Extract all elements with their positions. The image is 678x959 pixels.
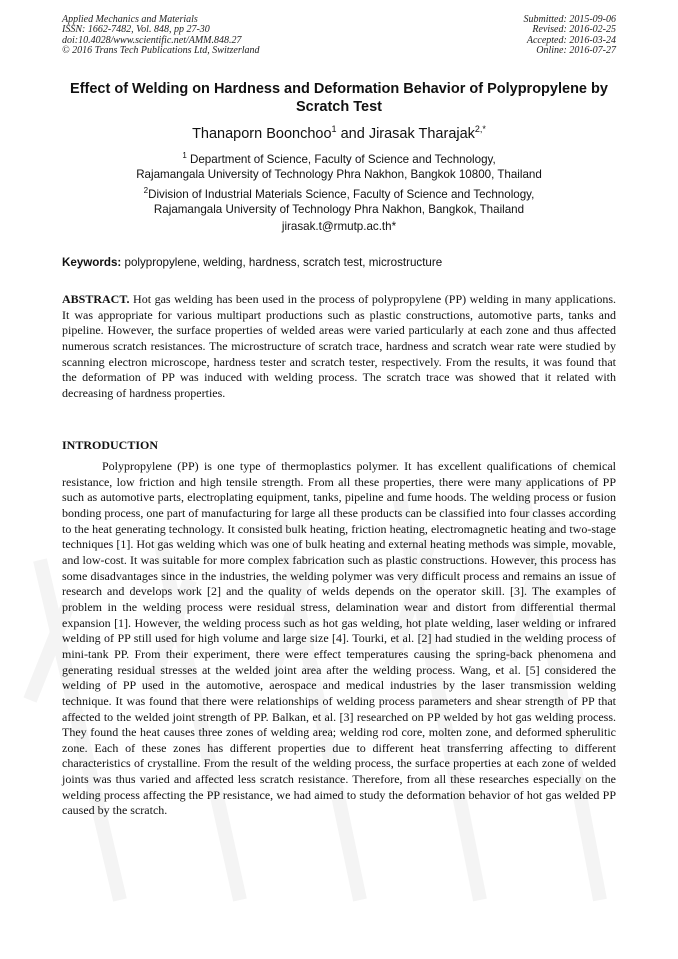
- affiliation-1-line-1: Department of Science, Faculty of Science and Technology,: [186, 152, 496, 166]
- author-2: Jirasak Tharajak: [368, 125, 475, 142]
- author-line: [62, 124, 616, 142]
- abstract-label: ABSTRACT.: [62, 292, 130, 306]
- journal-info: [62, 15, 260, 56]
- author-joiner: and: [336, 125, 369, 142]
- affiliation-2-line-2: Rajamangala University of Technology Phra Nakhon, Bangkok, Thailand: [153, 203, 525, 217]
- journal-name: Applied Mechanics and Materials: [62, 14, 198, 25]
- revised-date: Revised: 2016-02-25: [532, 24, 616, 36]
- submitted-date: Submitted: 2015-09-06: [523, 14, 616, 25]
- affiliation-2-line-1: Division of Industrial Materials Science, Faculty of Science and Technology,: [148, 187, 535, 201]
- introduction-heading: INTRODUCTION: [62, 438, 159, 452]
- introduction-body: Polypropylene (PP) is one type of thermoplastics polymer. It has excellent qualifications of chemical resistance, low friction and high tensile strength. From all these properties, there were many applications of PP such as automotive parts, electroplating equipment, tanks, pipeline and fume hoods. The welding process or fusion bonding process, one part of manufacturing for large all these products can be classified into four classes according to the heat generating technology. It consisted bulk heating, friction heating, electromagnetic heating and two-stage techniques [1]. Hot gas welding which was one of bulk heating and external heating methods was simple, movable, and low-cost. It was suitable for more complex fabrication such as plastic constructions. However, this process has some disadvantages since in the industries, the welding polymer was very difficult process and remains an issue of research and develops work [2] and the quality of welds depends on the operator skill. [3]. The examples of problem in the welding process were residual stress, delamination wear and distort from differential thermal expansion [1]. However, the welding process such as hot gas welding, hot plate welding, laser welding or infrared welding of PP still used for high volume and large size [4]. Tourki, et al. [2] had studied in the welding process of mini-tank PP. From their experiment, there were effect temperatures causing the spring-back phenomena and generating residual stresses at the welded joint area after the welding process. Wang, et al. [5] considered the welding of PP used in the automotive, aerospace and medical industries by the laser transmission welding technique. It was found that there were relationships of welding process parameters and shear strength of PP that affected to the welded joint strength of PP. Balkan, et al. [3] researched on PP welded by hot gas welding process. They found the heat causes three zones of welding area; welding rod core, molten zone, and deformed spherulitic zone. Each of these zones has different properties due to different heat transferring affecting to different characteristics of crystalline. From the result of the welding process, the surface properties at each zone of welded joints was thus varied and affected less scratch resistance. Therefore, from all these researches especially on the welding process affecting the PP resistance, we had aimed to study the deformation behavior of hot gas welded PP caused by the scratch.: [62, 459, 616, 818]
- author-1-affiliation-mark: 1: [331, 124, 337, 134]
- accepted-date: Accepted: 2016-03-24: [526, 34, 616, 46]
- affiliation-1-mark: 1: [182, 151, 187, 160]
- keywords: [62, 256, 616, 269]
- keywords-text: polypropylene, welding, hardness, scratch test, microstructure: [121, 256, 443, 269]
- journal-doi: doi:10.4028/www.scientific.net/AMM.848.27: [62, 34, 242, 46]
- affiliation-2-mark: 2: [143, 186, 149, 195]
- affiliation-1: [62, 148, 616, 183]
- journal-issn: ISSN: 1662-7482, Vol. 848, pp 27-30: [62, 24, 210, 36]
- author-1: Thanaporn Boonchoo: [192, 125, 332, 142]
- affiliation-2: [62, 183, 616, 218]
- submission-dates: [524, 15, 617, 56]
- abstract: [62, 292, 616, 402]
- abstract-text: Hot gas welding has been used in the process of polypropylene (PP) welding in many applications. It was appropriate for various multipart productions such as plastic constructions, automotive parts, tanks and pipeline. However, the surface properties of welded areas were varied particularly at each zone and thus affected numerous scratch resistances. The microstructure of scratch trace, hardness and scratch wear rate were studied by scanning electron microscope, hardness tester and scratch tester, respectively. From the results, it was found that the deformation of PP was induced with welding process. The scratch trace was showed that it related with decreasing of hardness properties.: [62, 292, 616, 400]
- online-date: Online: 2016-07-27: [536, 44, 616, 56]
- journal-copyright: © 2016 Trans Tech Publications Ltd, Switzerland: [62, 44, 260, 56]
- affiliation-1-line-2: Rajamangala University of Technology Phra Nakhon, Bangkok 10800, Thailand: [136, 168, 542, 182]
- author-2-affiliation-mark: 2,*: [474, 124, 486, 134]
- corresponding-email[interactable]: jirasak.t@rmutp.ac.th*: [281, 220, 397, 233]
- keywords-label: Keywords:: [62, 256, 122, 269]
- paper-title: Effect of Welding on Hardness and Deformation Behavior of Polypropylene by Scratch Test: [70, 81, 608, 115]
